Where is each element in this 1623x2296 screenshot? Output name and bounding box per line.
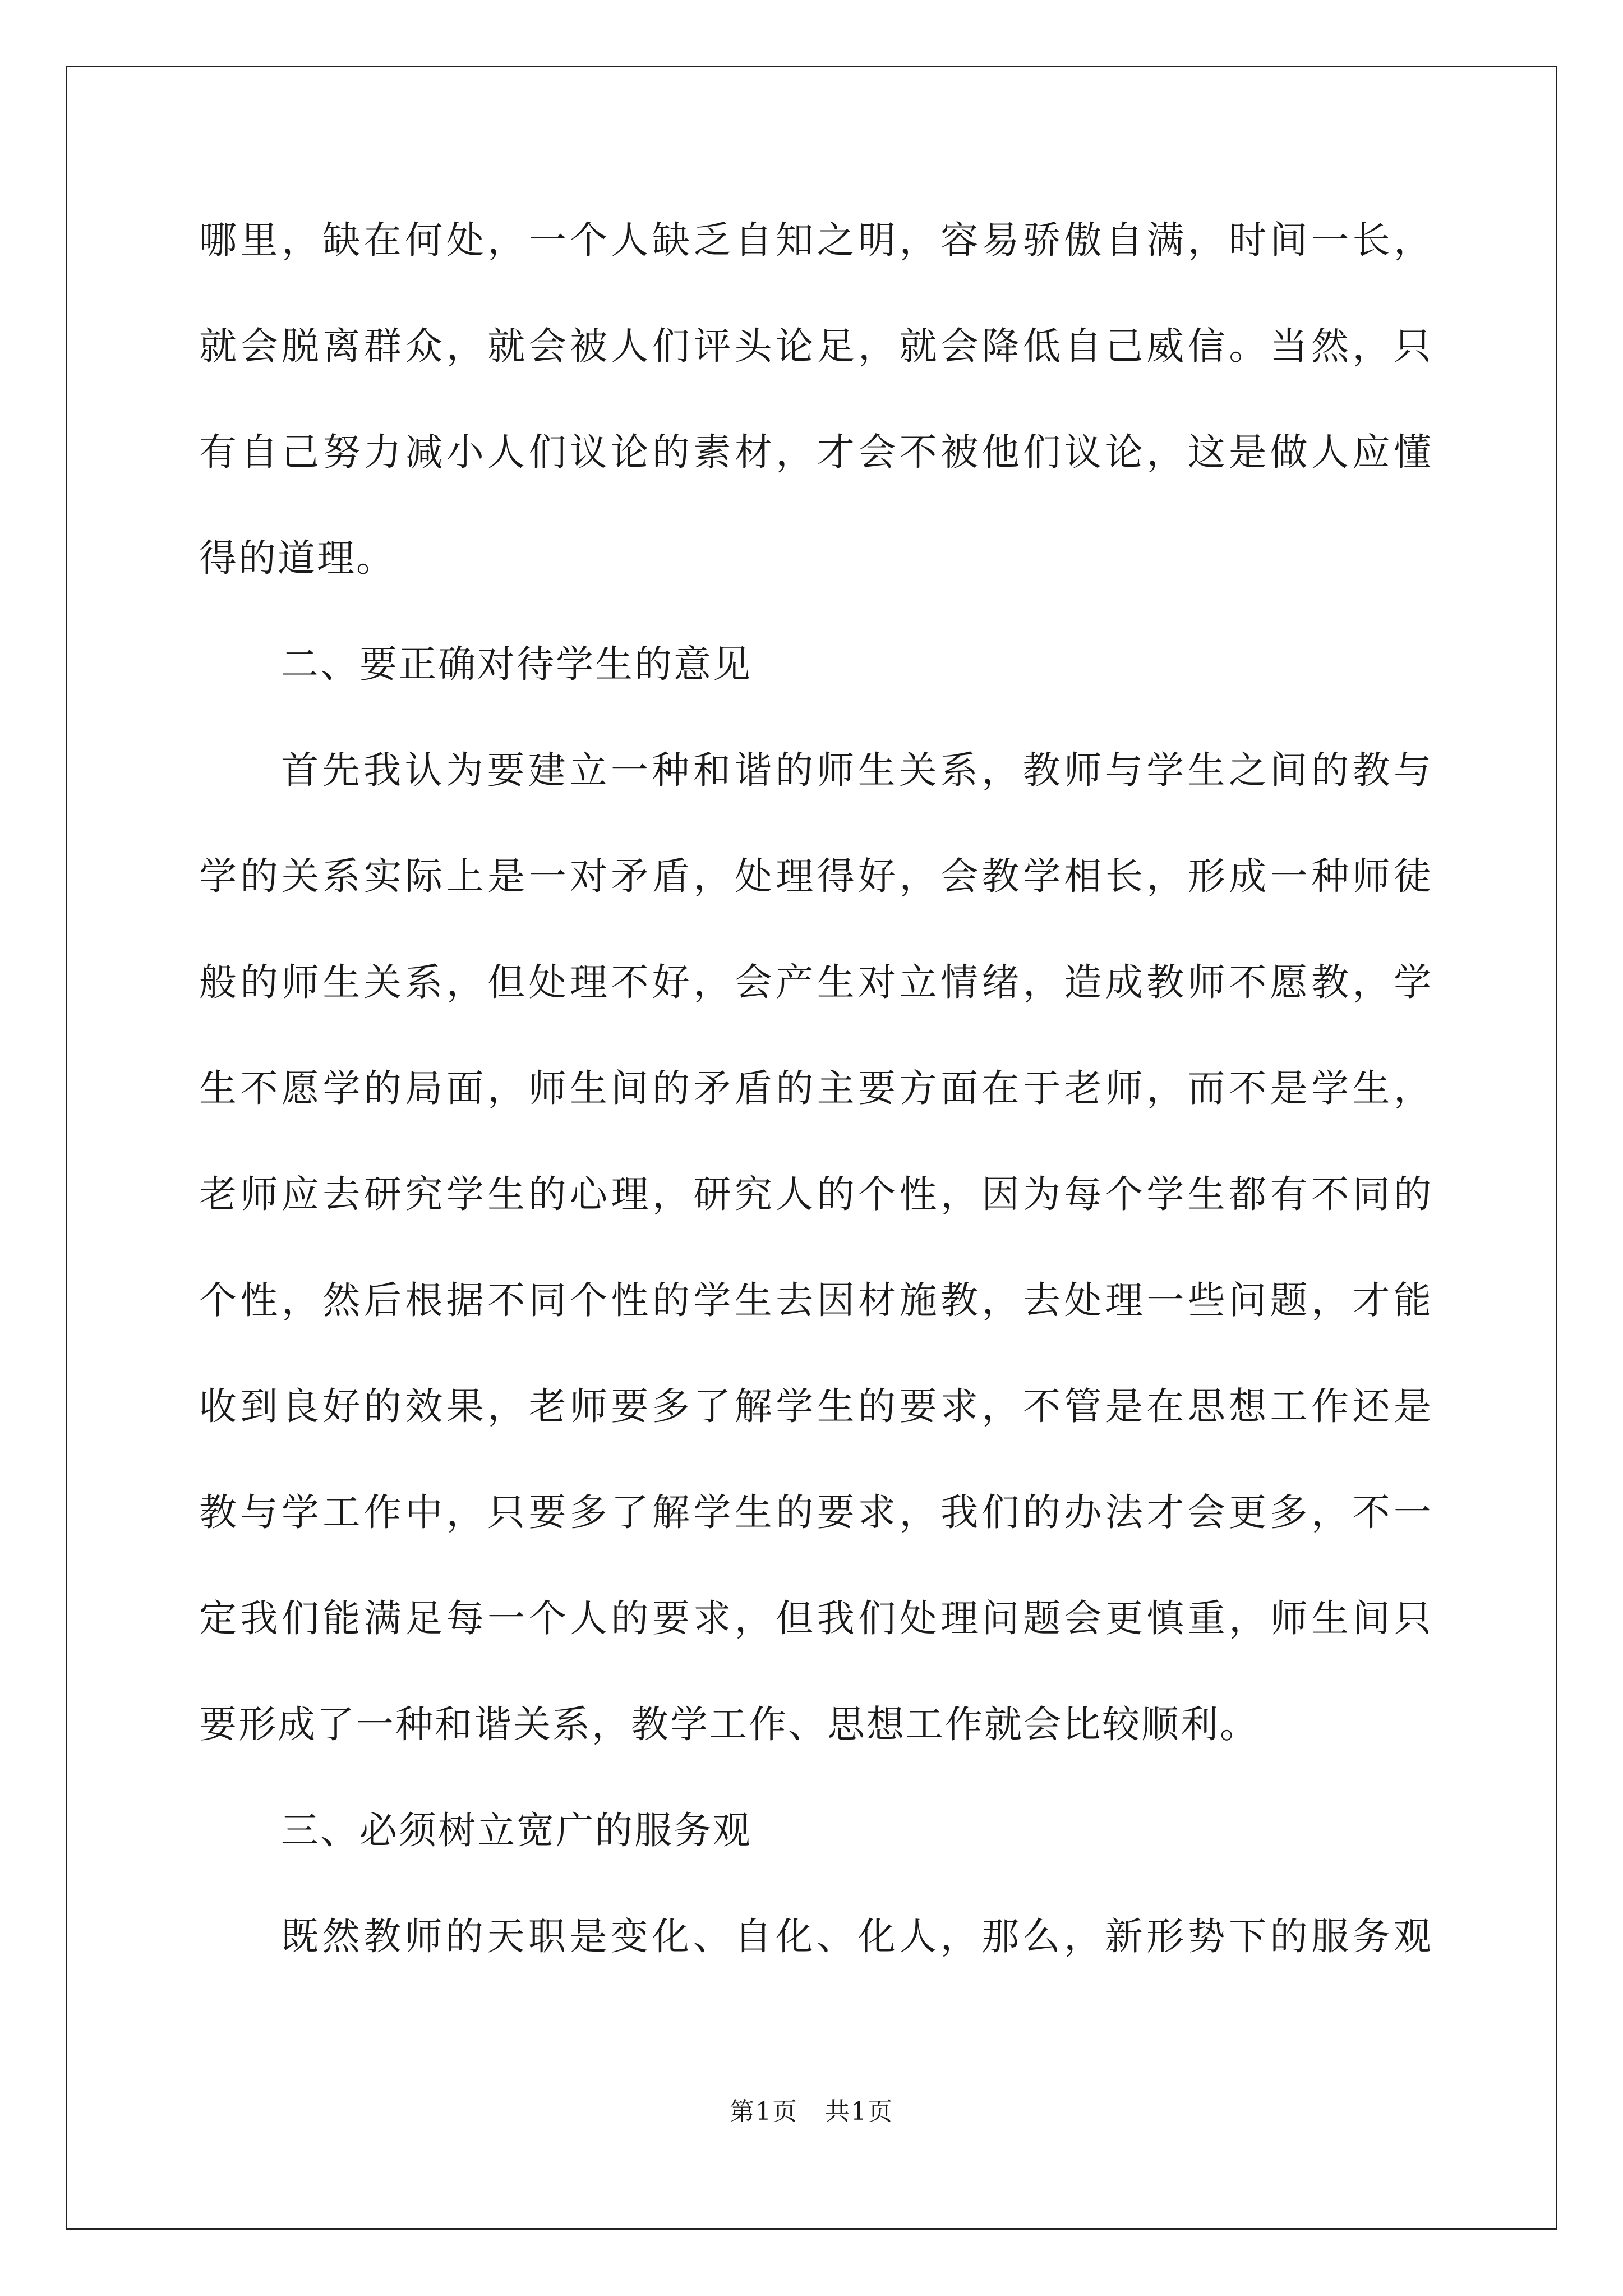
paragraph-line: 哪里，缺在何处，一个人缺乏自知之明，容易骄傲自满，时间一长， <box>199 218 1433 262</box>
paragraph-line: 定我们能满足每一个人的要求，但我们处理问题会更慎重，师生间只 <box>199 1596 1433 1640</box>
paragraph-line: 就会脱离群众，就会被人们评头论足，就会降低自己威信。当然，只 <box>199 324 1433 368</box>
page-number-footer: 第1页 共1页 <box>730 2097 893 2126</box>
section-heading: 二、要正确对待学生的意见 <box>281 642 752 686</box>
paragraph-line: 既然教师的天职是变化、自化、化人，那么，新形势下的服务观 <box>281 1915 1433 1958</box>
paragraph-line: 学的关系实际上是一对矛盾，处理得好，会教学相长，形成一种师徒 <box>199 854 1433 898</box>
section-heading: 三、必须树立宽广的服务观 <box>281 1809 752 1852</box>
page-border <box>66 66 1557 2230</box>
paragraph-line: 老师应去研究学生的心理，研究人的个性，因为每个学生都有不同的 <box>199 1172 1433 1216</box>
paragraph-line: 得的道理。 <box>199 536 395 580</box>
paragraph-line: 个性，然后根据不同个性的学生去因材施教，去处理一些问题，才能 <box>199 1278 1433 1322</box>
paragraph-line: 首先我认为要建立一种和谐的师生关系，教师与学生之间的教与 <box>281 748 1433 792</box>
paragraph-line: 收到良好的效果，老师要多了解学生的要求，不管是在思想工作还是 <box>199 1384 1433 1428</box>
paragraph-line: 生不愿学的局面，师生间的矛盾的主要方面在于老师，而不是学生， <box>199 1066 1433 1110</box>
paragraph-line: 般的师生关系，但处理不好，会产生对立情绪，造成教师不愿教，学 <box>199 960 1433 1004</box>
paragraph-line: 有自己努力减小人们议论的素材，才会不被他们议论，这是做人应懂 <box>199 430 1433 474</box>
paragraph-line: 教与学工作中，只要多了解学生的要求，我们的办法才会更多，不一 <box>199 1490 1433 1534</box>
paragraph-line: 要形成了一种和谐关系，教学工作、思想工作就会比较顺利。 <box>199 1703 1259 1746</box>
